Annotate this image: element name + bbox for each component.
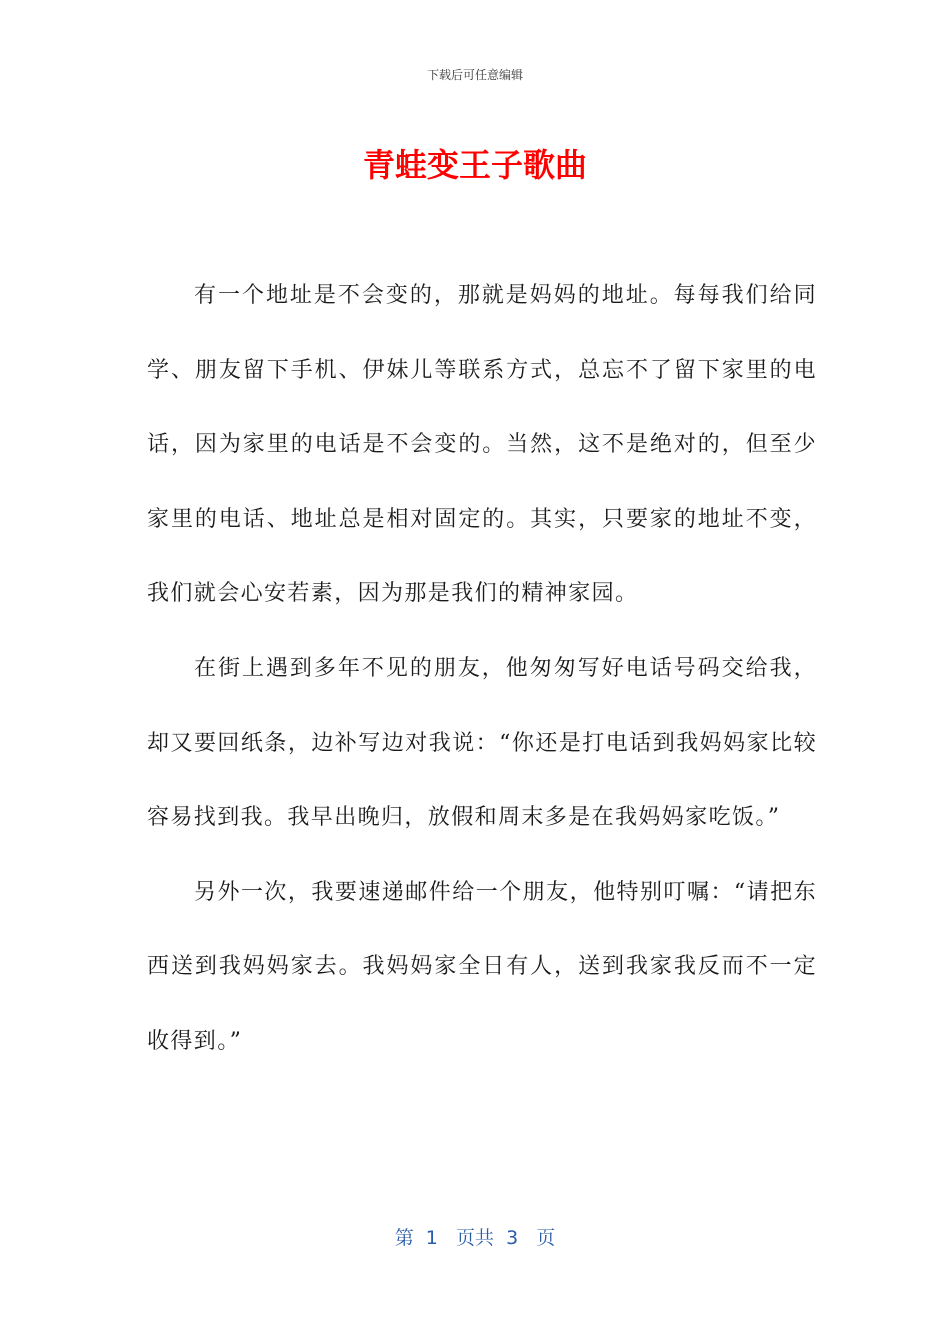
paragraph-1: 有一个地址是不会变的，那就是妈妈的地址。每每我们给同学、朋友留下手机、伊妹儿等联系方式，总忘不了留下家里的电话，因为家里的电话是不会变的。当然，这不是绝对的，但至少家里的电话、地址总是相对固定的。其实，只要家的地址不变，我们就会心安若素，因为那是我们的精神家园。: [147, 283, 817, 607]
paragraph-2: 在街上遇到多年不见的朋友，他匆匆写好电话号码交给我，却又要回纸条，边补写边对我说：“你还是打电话到我妈妈家比较容易找到我。我早出晚归，放假和周末多是在我妈妈家吃饭。”: [147, 655, 817, 831]
document-title: 青蛙变王子歌曲: [362, 146, 587, 184]
paragraph-3: 另外一次，我要速递邮件给一个朋友，他特别叮嘱：“请把东西送到我妈妈家去。我妈妈家全日有人，送到我家我反而不一定收得到。”: [147, 879, 817, 1054]
document-body: [147, 259, 817, 1080]
page-number-footer: 第 1 页共 3 页: [394, 1227, 556, 1249]
header-note: 下载后可任意编辑: [426, 68, 523, 82]
